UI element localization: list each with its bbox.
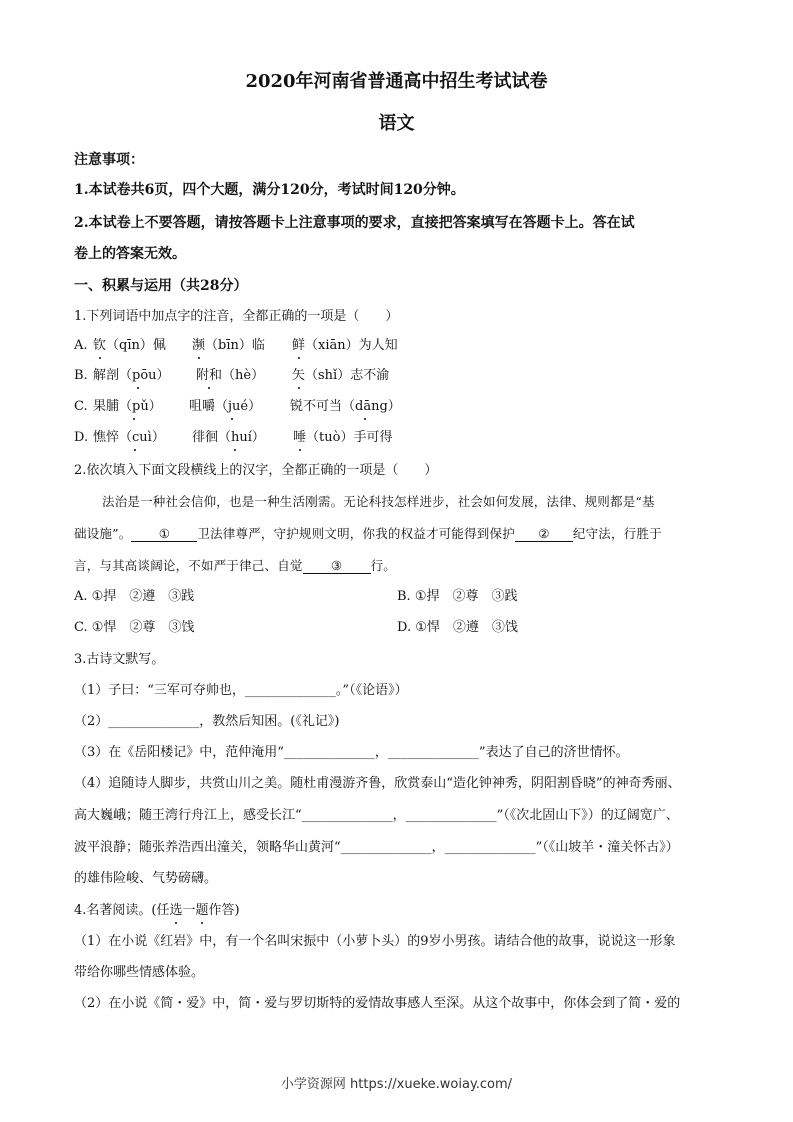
dotted-char: 脯（pǔ） xyxy=(106,399,162,414)
blank-1: ① xyxy=(131,527,197,542)
q2-option-c: C. ①悍 ②尊 ③饯 xyxy=(74,620,195,635)
q3-line-3: （3）在《岳阳楼记》中，范仲淹用“______________，______________”表达了自己的济世情怀。 xyxy=(74,745,629,760)
blank-2: ② xyxy=(515,527,573,542)
q1-option-a-word-1: 钦（qīn）佩 xyxy=(93,338,166,353)
notice-item-2-line-2: 卷上的答案无效。 xyxy=(74,246,186,262)
notice-item-2-line-1: 2.本试卷上不要答题，请按答题卡上注意事项的要求，直接把答案填写在答题卡上。答在试 xyxy=(74,215,635,231)
q2-passage-line-1: 法治是一种社会信仰，也是一种生活刚需。无论科技怎样进步，社会如何发展，法律、规则都是“基 xyxy=(102,494,655,509)
q2-passage-line-2: 础设施”。 ① 卫法律尊严，守护规则文明，你我的权益才可能得到保护 ② 纪守法，行胜于 xyxy=(74,526,662,541)
dotted-char: 题 xyxy=(195,903,209,918)
q3-line-4d: 的雄伟险峻、气势磅礴。 xyxy=(74,871,218,886)
notice-item-1: 1.本试卷共6页，四个大题，满分120分，考试时间120分钟。 xyxy=(74,182,465,198)
q1-option-d-word-2: 徘徊（huí） xyxy=(192,430,265,445)
q3-line-1: （1）子曰：“三军可夺帅也，______________。”（《论语》） xyxy=(74,683,408,698)
q1-option-d-word-1: 憔悴（cuì） xyxy=(93,430,165,445)
dotted-char: 嚼（jué） xyxy=(202,399,262,414)
dotted-char: 矢 xyxy=(292,368,306,383)
q1-option-b-label: B. xyxy=(74,368,88,383)
q4-line-2: （2）在小说《简・爱》中，简・爱与罗切斯特的爱情故事感人至深。从这个故事中，你体会到了简・爱的 xyxy=(74,996,681,1011)
dotted-char: 悴（cuì） xyxy=(106,430,165,445)
question-2-stem: 2.依次填入下面文段横线上的汉字，全都正确的一项是（ ） xyxy=(74,463,438,478)
dotted-char: 徊（huí） xyxy=(205,430,265,445)
q1-option-c-word-2: 咀嚼（jué） xyxy=(189,399,262,414)
subject-title: 语文 xyxy=(378,113,415,134)
q1-option-d-word-3: 唾（tuò）手可得 xyxy=(293,430,393,445)
footer-source: 小学资源网 https://xueke.woiay.com/ xyxy=(280,1077,513,1092)
q1-option-d-label: D. xyxy=(74,430,89,445)
dotted-char: 选 xyxy=(169,903,183,918)
q3-line-4b: 高大巍峨；随王湾行舟江上，感受长江“______________，______________”（《次北固山下》）的辽阔宽广、 xyxy=(74,808,679,823)
dotted-char: 附和 xyxy=(196,368,223,383)
q3-line-4c: 波平浪静；随张养浩西出潼关，领略华山黄河“______________，______________”（《山坡羊・潼关怀古》） xyxy=(74,840,679,855)
q1-option-a-word-3: 鲜（xiān）为人知 xyxy=(292,338,398,353)
question-3-stem: 3.古诗文默写。 xyxy=(74,652,165,667)
dotted-char: 濒 xyxy=(192,338,206,353)
dotted-char: 剖（pōu） xyxy=(106,368,170,383)
dotted-char: 唾 xyxy=(293,430,307,445)
dotted-char: 鲜 xyxy=(292,338,306,353)
q2-option-b: B. ①捍 ②尊 ③践 xyxy=(397,589,518,604)
q2-option-a: A. ①捍 ②遵 ③践 xyxy=(74,589,195,604)
section-1-heading: 一、积累与运用（共28分） xyxy=(74,278,248,294)
q1-option-a-word-2: 濒（bīn）临 xyxy=(192,338,265,353)
q4-line-1b: 带给你哪些情感体验。 xyxy=(74,965,205,980)
dotted-char: 钦 xyxy=(93,338,107,353)
q2-option-d: D. ①悍 ②遵 ③饯 xyxy=(397,620,518,635)
q1-option-b-word-2: 附和（hè） xyxy=(196,368,265,383)
question-1-stem: 1.下列词语中加点字的注音，全都正确的一项是（ ） xyxy=(74,309,399,324)
exam-title: 2020年河南省普通高中招生考试试卷 xyxy=(245,71,548,92)
q1-option-c-word-1: 果脯（pǔ） xyxy=(93,399,162,414)
q3-line-4a: （4）追随诗人脚步，共赏山川之美。随杜甫漫游齐鲁，欣赏泰山“造化钟神秀，阴阳割昏晓”的神奇秀丽、 xyxy=(74,776,681,791)
notice-heading: 注意事项： xyxy=(74,152,144,168)
q2-passage-line-3: 言，与其高谈阔论，不如严于律己、自觉 ③ 行。 xyxy=(74,558,397,573)
dotted-char: 当（dāng） xyxy=(329,399,401,414)
q1-option-c-label: C. xyxy=(74,399,88,414)
question-4-stem: 4.名著阅读。(任选一题作答) xyxy=(74,903,240,918)
q3-line-2: （2）______________，教然后知困。(《礼记》) xyxy=(74,714,340,729)
q1-option-b-word-3: 矢（shǐ）志不渝 xyxy=(292,368,390,383)
q1-option-c-word-3: 锐不可当（dāng） xyxy=(290,399,401,414)
q4-line-1a: （1）在小说《红岩》中，有一个名叫宋振中（小萝卜头）的9岁小男孩。请结合他的故事，说说这一形象 xyxy=(74,934,676,949)
q1-option-a-label: A. xyxy=(74,338,88,353)
blank-3: ③ xyxy=(303,559,371,574)
q1-option-b-word-1: 解剖（pōu） xyxy=(93,368,170,383)
